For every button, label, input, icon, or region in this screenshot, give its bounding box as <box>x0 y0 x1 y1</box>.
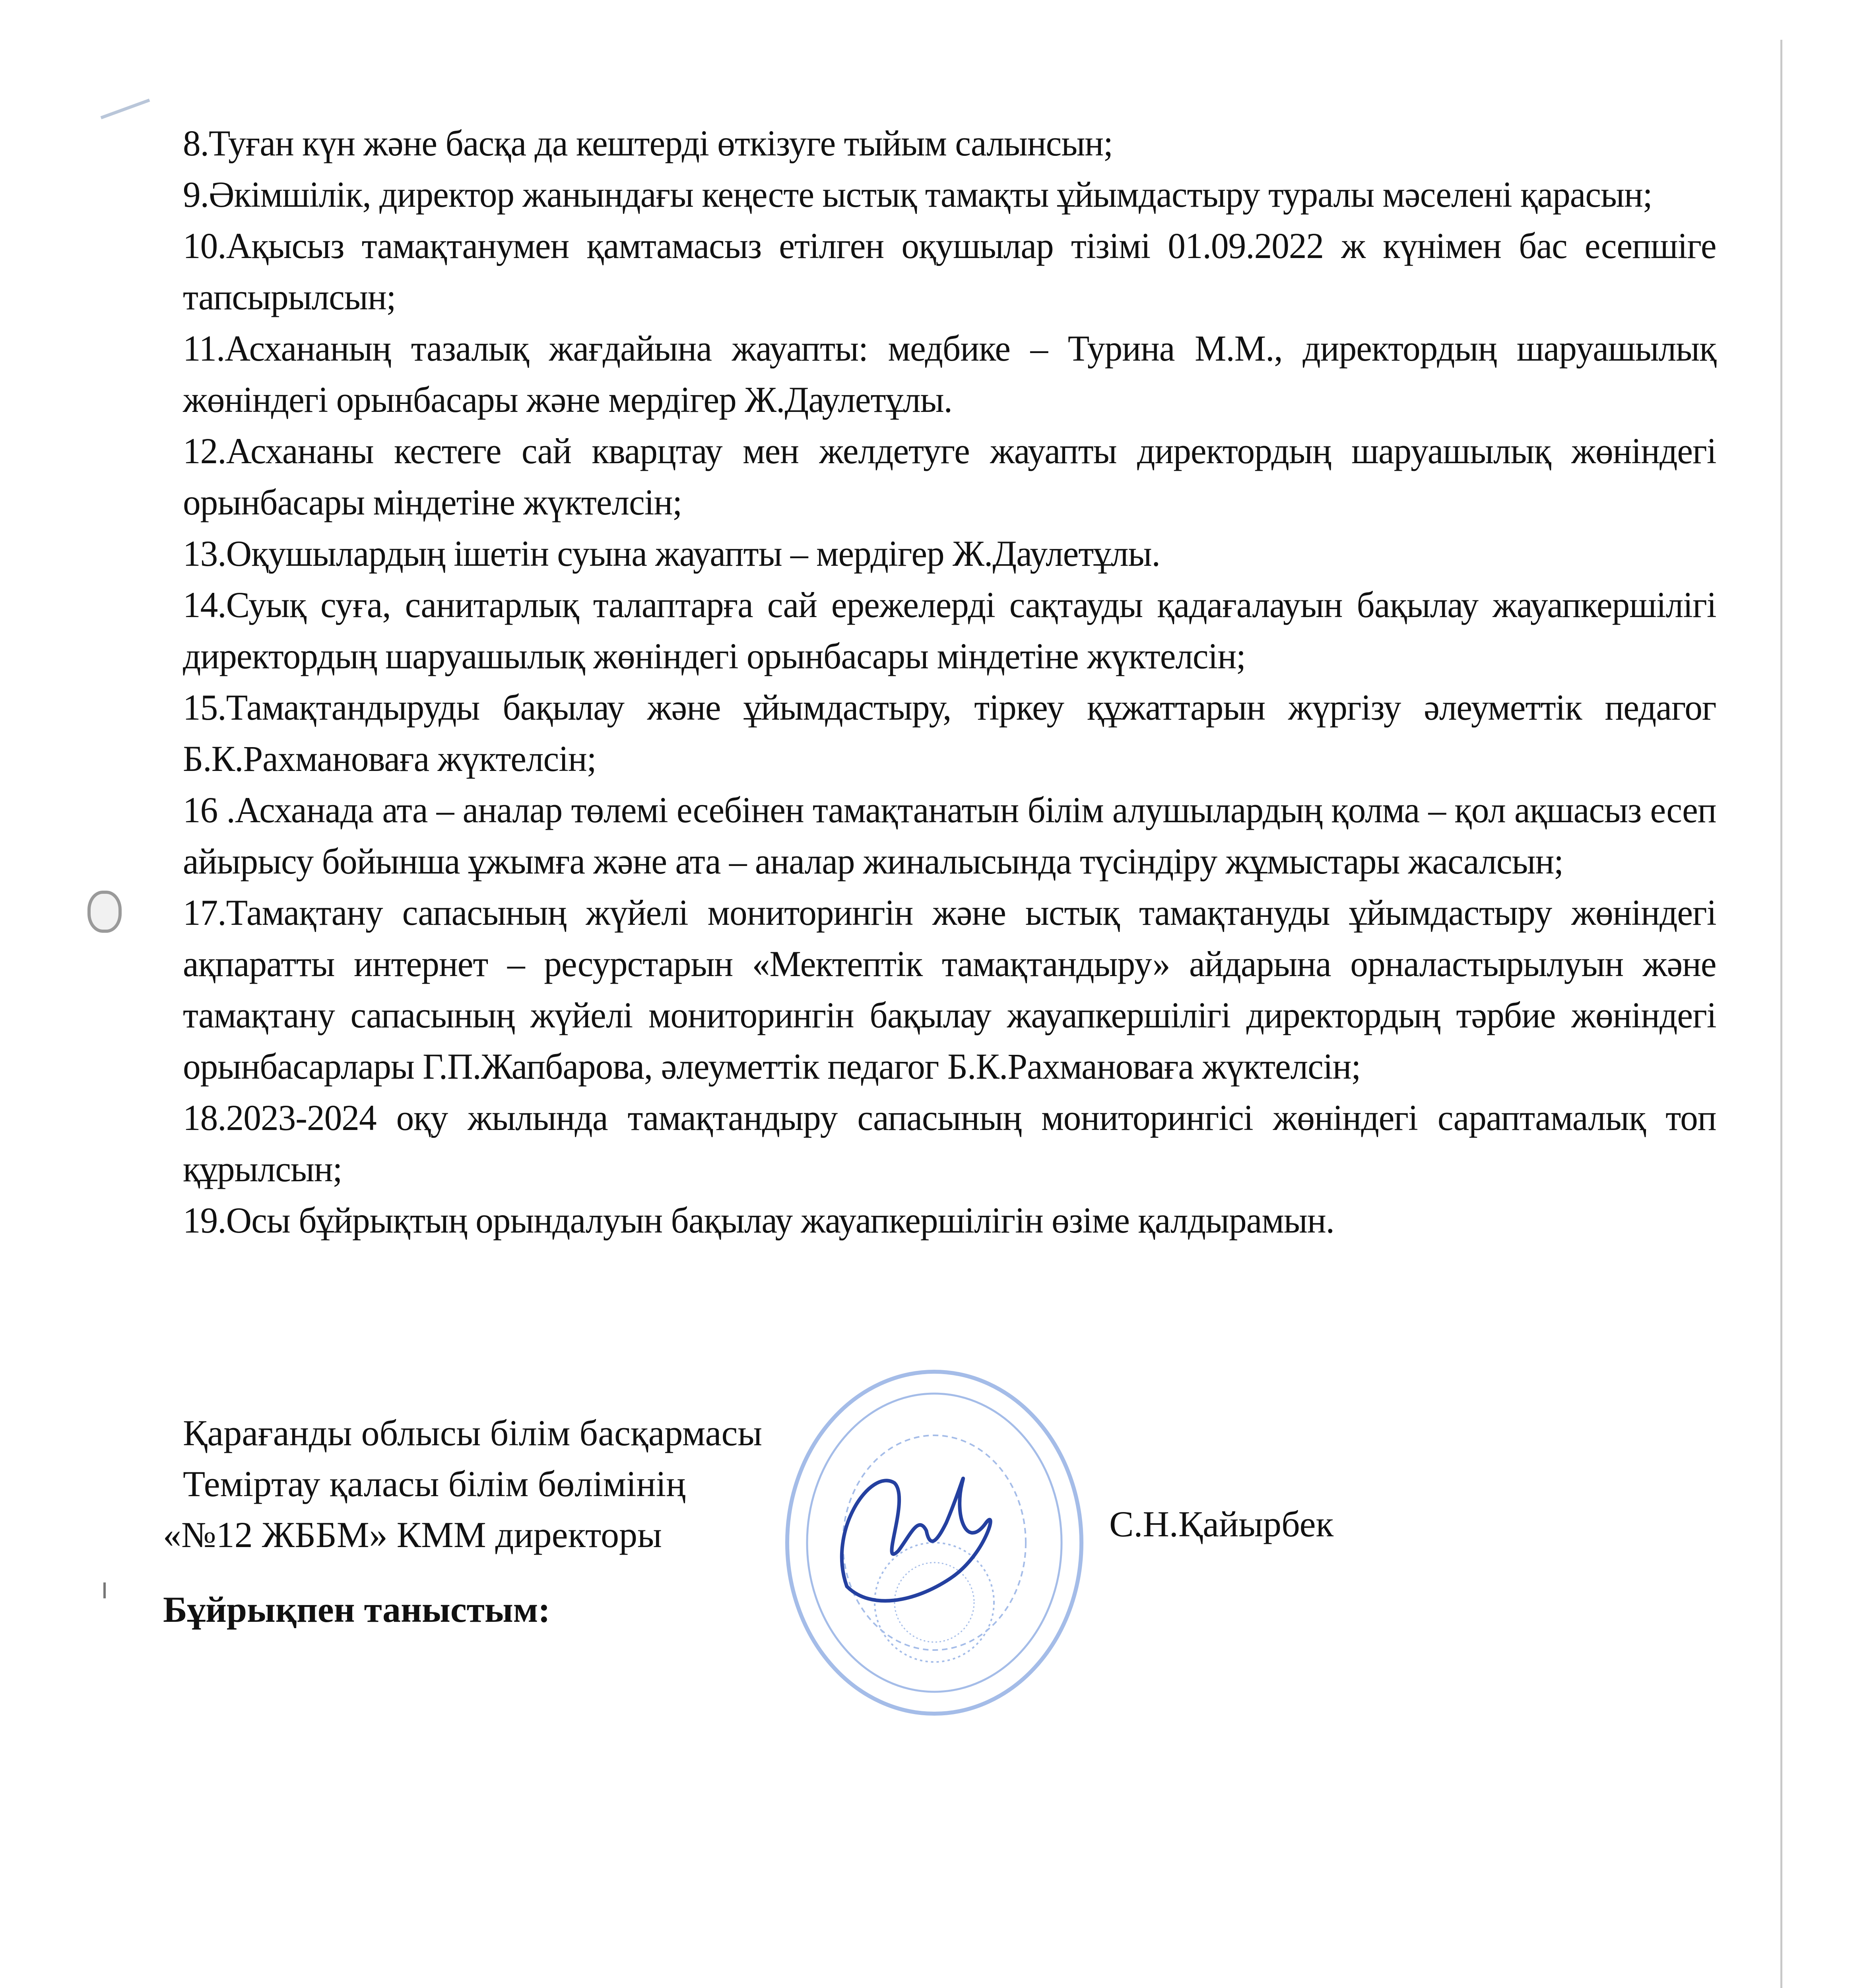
order-item-19: 19.Осы бұйрықтың орындалуын бақылау жауапкершілігін өзіме қалдырамын. <box>183 1200 1334 1241</box>
order-item-18: 18.2023-2024 оқу жылында тамақтандыру сапасының мониторингісі жөніндегі сараптамалық топ құрылсын; <box>183 1097 1716 1189</box>
order-item-17: 17.Тамақтану сапасының жүйелі мониторингін және ыстық тамақтануды ұйымдастыру жөніндегі ақпаратты интернет – ресурстарын «Мектептік тамақтандыру» айдарына орналастырылуын және тамақтану сапасының жүйелі мониторингін бақылау жауапкершілігі директордың тәрбие жөніндегі орынбасарлары Г.П.Жапбарова, әлеуметтік педагог Б.К.Рахмановаға жүктелсін; <box>183 892 1716 1087</box>
order-item-9: 9.Әкімшілік, директор жанындағы кеңесте ыстық тамақты ұйымдастыру туралы мәселені қарасын; <box>183 174 1652 215</box>
order-item-16: 16 .Асханада ата – аналар төлемі есебінен тамақтанатын білім алушылардың қолма – қол ақшасыз есеп айырысу бойынша ұжымға және ата – аналар жиналысында түсіндіру жұмыстары жасалсын; <box>183 790 1716 881</box>
signer-position: «№12 ЖББМ» КММ директоры <box>163 1514 662 1555</box>
order-item-14: 14.Суық суға, санитарлық талаптарға сай ережелерді сақтауды қадағалауын бақылау жауапкершілігі директордың шаруашылық жөніндегі орынбасары міндетіне жүктелсін; <box>183 584 1716 676</box>
scan-artifact-tick <box>103 1582 106 1598</box>
stamp-seal <box>787 1372 1081 1714</box>
order-item-13: 13.Оқушылардың ішетін суына жауапты – мердігер Ж.Даулетұлы. <box>183 533 1160 574</box>
signer-name: С.Н.Қайырбек <box>1109 1504 1334 1544</box>
order-items-list <box>183 118 1718 1246</box>
order-item-11: 11.Асхананың тазалық жағдайына жауапты: медбике – Турина М.М., директордың шаруашылық жөніндегі орынбасары және мердігер Ж.Даулетұлы. <box>183 328 1716 420</box>
order-item-12: 12.Асхананы кестеге сай кварцтау мен желдетуге жауапты директордың шаруашылық жөніндегі орынбасары міндетіне жүктелсін; <box>183 431 1716 522</box>
scan-artifact-mark <box>101 99 150 119</box>
signature-block <box>163 1408 762 1560</box>
signer-org-line-2: Теміртау қаласы білім бөлімінің <box>183 1464 686 1504</box>
signer-org-line-1: Қарағанды облысы білім басқармасы <box>183 1413 763 1453</box>
order-item-8: 8.Туған күн және басқа да кештерді өткізуге тыйым салынсын; <box>183 123 1113 163</box>
acknowledgement-heading: Бұйрықпен таныстым: <box>163 1589 550 1630</box>
official-stamp <box>779 1364 1089 1722</box>
order-item-10: 10.Ақысыз тамақтанумен қамтамасыз етілген оқушылар тізімі 01.09.2022 ж күнімен бас есепшіге тапсырылсын; <box>183 225 1716 317</box>
page-edge-line <box>1780 40 1782 1988</box>
punch-hole-artifact <box>87 891 122 933</box>
order-item-15: 15.Тамақтандыруды бақылау және ұйымдастыру, тіркеу құжаттарын жүргізу әлеуметтік педагог Б.К.Рахмановаға жүктелсін; <box>183 687 1716 779</box>
signature-scribble <box>842 1478 990 1601</box>
